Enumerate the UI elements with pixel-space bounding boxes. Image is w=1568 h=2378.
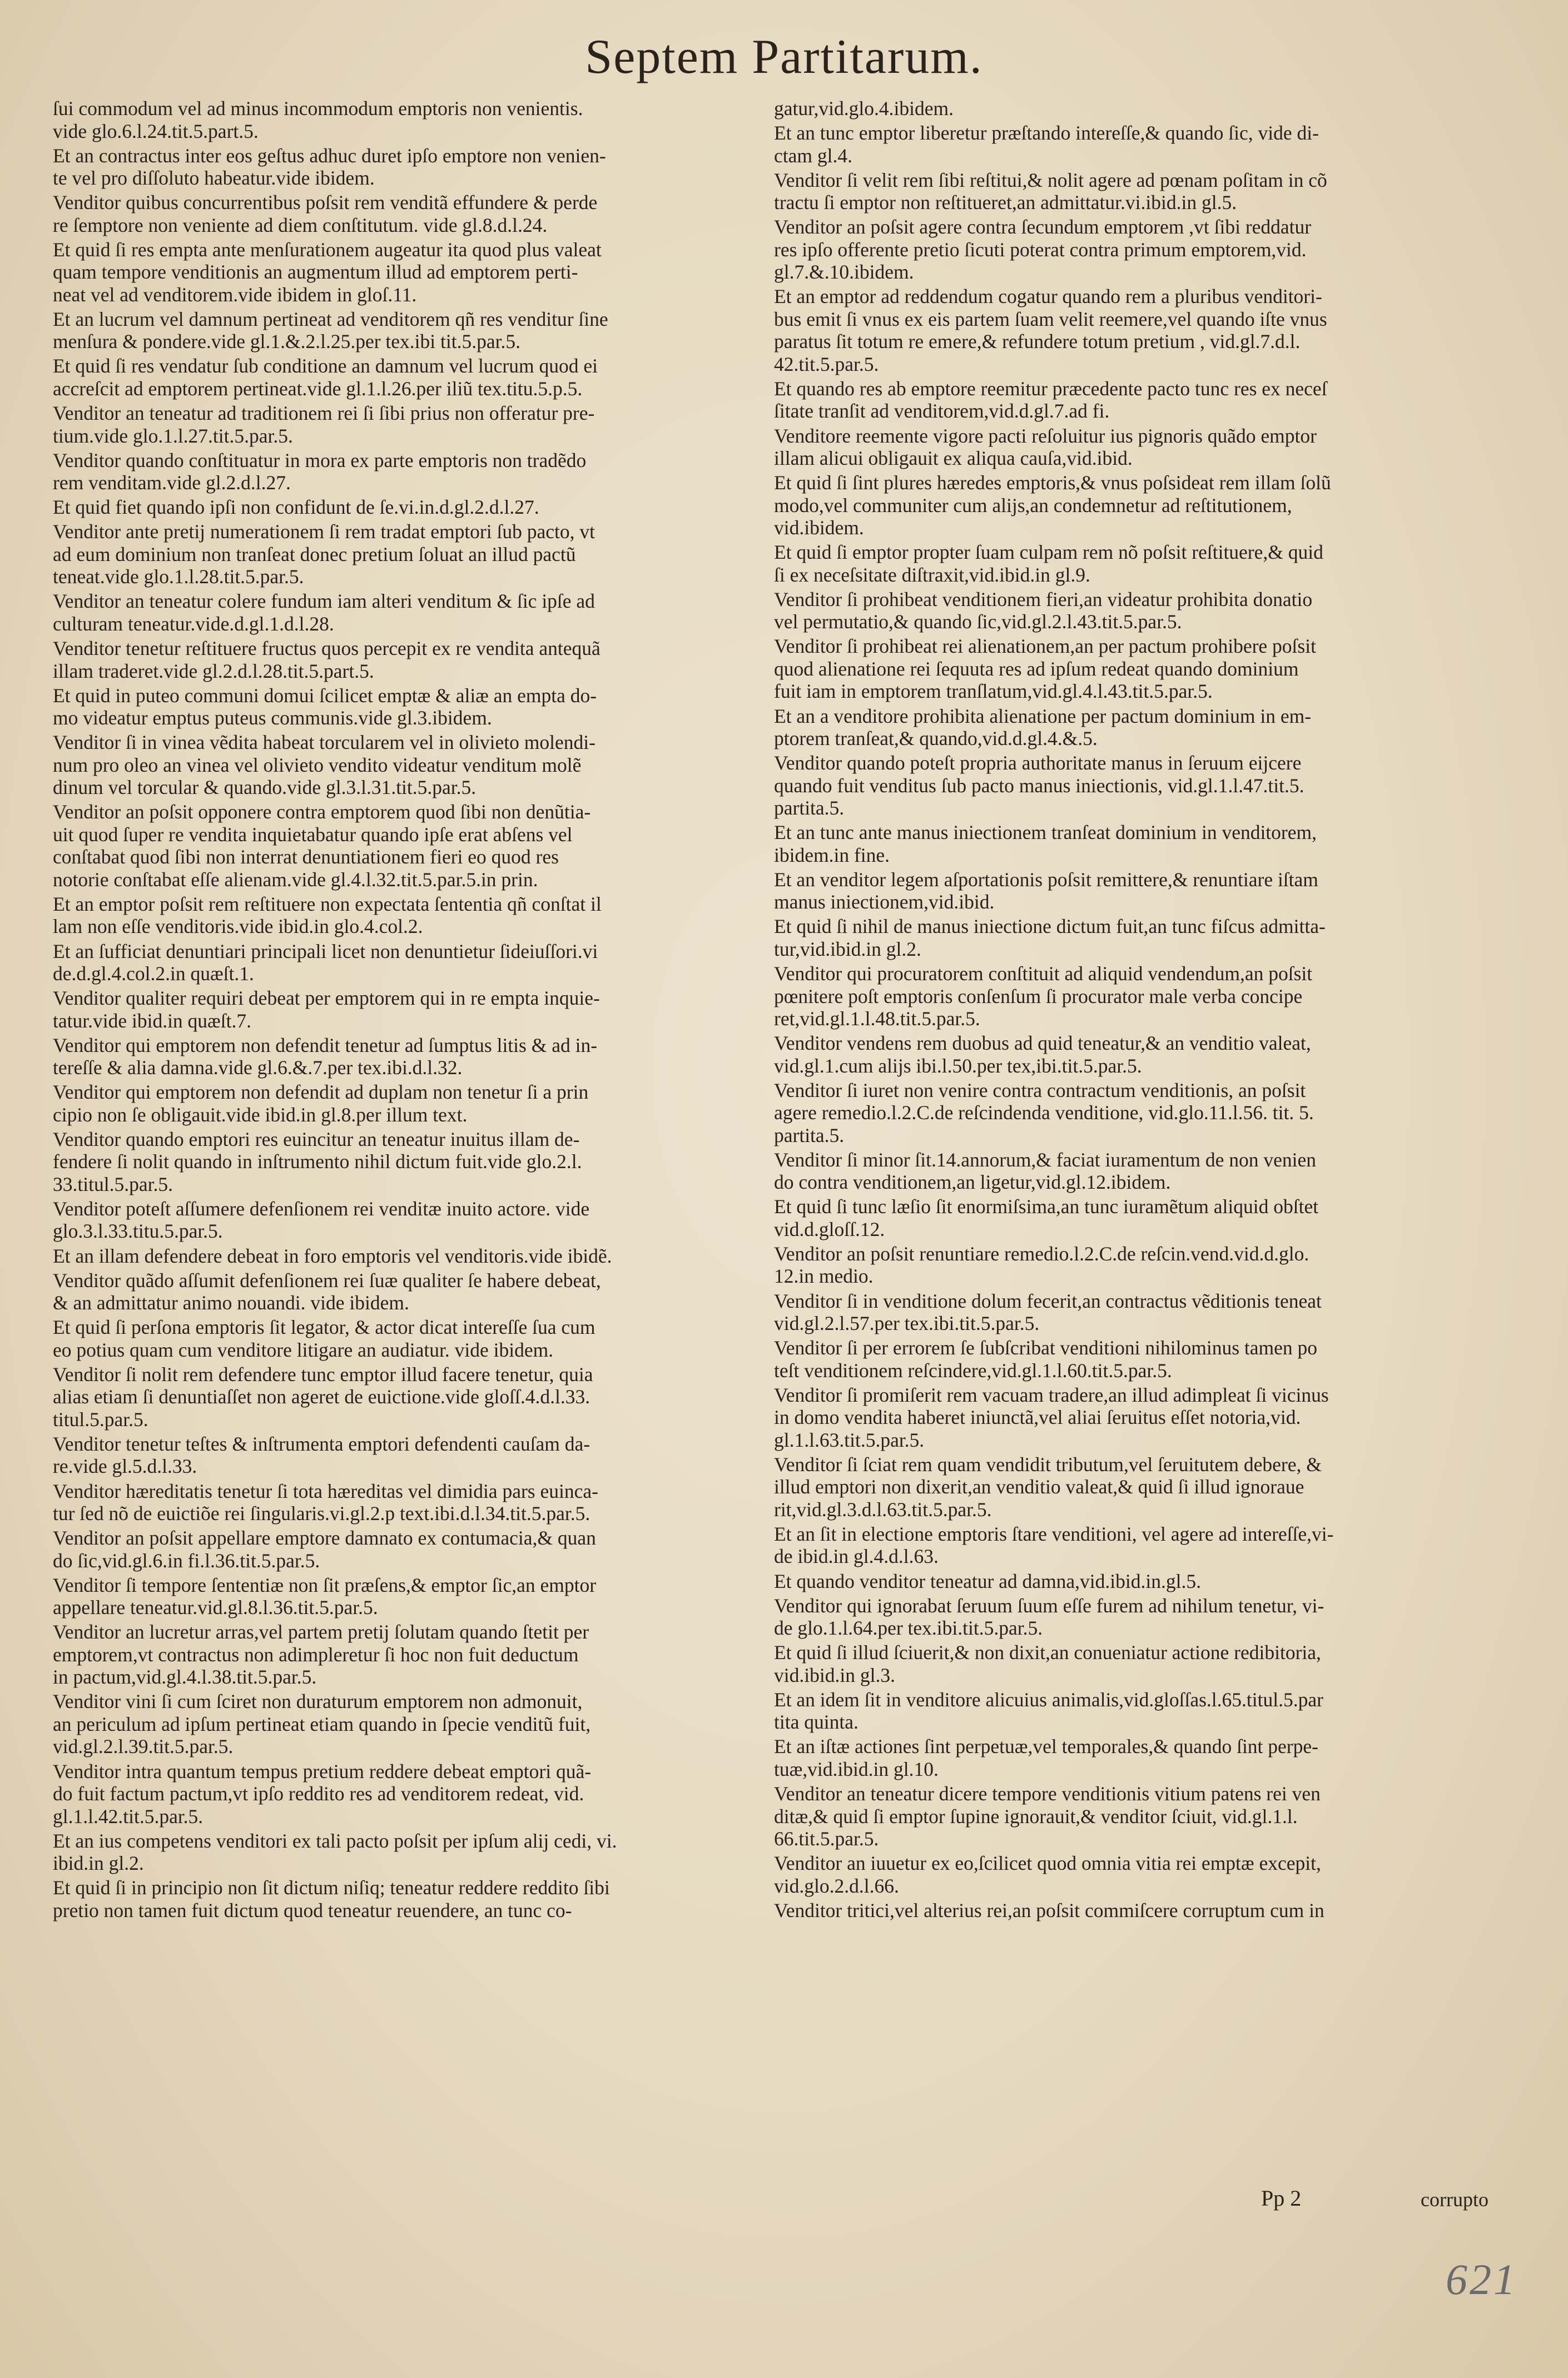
index-entry [774, 1570, 1463, 1593]
index-entry [774, 915, 1463, 960]
entry-line: Venditor ſi tempore ſententiæ non ſit præſens,& emptor ſic,an emptor [53, 1573, 597, 1596]
entry-line: do contra venditionem,an ligetur,vid.gl.12.ibidem. [774, 1171, 1171, 1194]
entry-line: de ibid.in gl.4.d.l.63. [774, 1545, 939, 1568]
entry-line: vid.ibid.in gl.3. [774, 1664, 895, 1686]
index-entry [53, 1034, 742, 1079]
entry-line: res ipſo offerente pretio ſicuti poterat contra primum emptorem,vid. [774, 238, 1307, 261]
entry-line: num pro oleo an vinea vel olivieto vendito videatur venditum molẽ [53, 753, 582, 776]
entry-line: tium.vide glo.1.l.27.tit.5.par.5. [53, 424, 293, 447]
right-column [774, 97, 1463, 1924]
entry-line: Venditor qui ignorabat ſeruum ſuum eſſe furem ad nihilum tenetur, vi- [774, 1594, 1324, 1617]
entry-line: Et an lucrum vel damnum pertineat ad venditorem qñ res venditur ſine [53, 307, 608, 330]
entry-line: Venditor ſi in vinea vẽdita habeat torcularem vel in olivieto molendi- [53, 731, 596, 754]
entry-line: Venditor vini ſi cum ſciret non duraturum emptorem non admonuit, [53, 1690, 583, 1713]
entry-line: Venditor an iuuetur ex eo,ſcilicet quod omnia vitia rei emptæ excepit, [774, 1852, 1321, 1875]
entry-line: Et quid ſi tunc læſio ſit enormiſsima,an tunc iuramẽtum aliquid obſtet [774, 1195, 1319, 1218]
entry-line: agere remedio.l.2.C.de reſcindenda venditione, vid.glo.11.l.56. tit. 5. [774, 1101, 1314, 1124]
entry-line: vid.glo.2.d.l.66. [774, 1874, 899, 1897]
entry-line: Venditore reemente vigore pacti reſoluitur ius pignoris quãdo emptor [774, 424, 1317, 447]
index-entry [774, 868, 1463, 914]
index-entry [774, 285, 1463, 375]
entry-line: cipio non ſe obligauit.vide ibid.in gl.8.per illum text. [53, 1103, 468, 1126]
index-entry [53, 940, 742, 985]
entry-line: Venditor ſi iuret non venire contra contractum venditionis, an poſsit [774, 1079, 1306, 1101]
running-head: Septem Partitarum. [585, 30, 983, 84]
index-entry [774, 1852, 1463, 1897]
index-entry [53, 520, 742, 588]
index-entry [774, 705, 1463, 750]
entry-line: in pactum,vid.gl.4.l.38.tit.5.par.5. [53, 1666, 317, 1689]
index-entry [774, 1523, 1463, 1568]
entry-line: ad eum dominium non tranſeat donec pretium ſoluat an illud pactũ [53, 543, 576, 565]
entry-line: Venditor intra quantum tempus pretium reddere debeat emptori quã- [53, 1760, 592, 1783]
entry-line: rem venditam.vide gl.2.d.l.27. [53, 471, 291, 494]
index-entry [774, 97, 1463, 120]
index-entry [774, 378, 1463, 423]
entry-line: 42.tit.5.par.5. [774, 353, 879, 375]
entry-line: Et an ſufficiat denuntiari principali licet non denuntietur ſideiuſſori.vi [53, 940, 598, 962]
entry-line: ret,vid.gl.1.l.48.tit.5.par.5. [774, 1007, 980, 1030]
index-entry [774, 1595, 1463, 1640]
entry-line: 33.titul.5.par.5. [53, 1173, 173, 1195]
entry-line: Et an illam defendere debeat in foro emptoris vel venditoris.vide ibidẽ. [53, 1244, 612, 1267]
index-entry [774, 1079, 1463, 1147]
entry-line: do ſic,vid.gl.6.in fi.l.36.tit.5.par.5. [53, 1549, 320, 1572]
entry-line: partita.5. [774, 1124, 845, 1146]
index-entry [774, 1290, 1463, 1335]
index-entry [53, 402, 742, 447]
entry-line: Et an emptor ad reddendum cogatur quando rem a pluribus venditori- [774, 285, 1322, 308]
entry-line: Venditor qui emptorem non defendit tenetur ad ſumptus litis & ad in- [53, 1034, 598, 1056]
index-entry [53, 191, 742, 236]
index-entry [53, 355, 742, 400]
index-entry [53, 308, 742, 353]
entry-line: pœnitere poſt emptoris conſenſum ſi procurator male verba concipe [774, 985, 1303, 1007]
index-entry [53, 239, 742, 306]
entry-line: Venditor an poſsit appellare emptore damnato ex contumacia,& quan [53, 1527, 596, 1550]
entry-line: Et an ſit in electione emptoris ſtare venditioni, vel agere ad intereſſe,vi- [774, 1522, 1334, 1545]
entry-line: Et quid ſi ſint plures hæredes emptoris,& vnus poſsideat rem illam ſolũ [774, 471, 1331, 494]
entry-line: Et an ius competens venditori ex tali pacto poſsit per ipſum alij cedi, vi. [53, 1829, 617, 1852]
index-entry [53, 1316, 742, 1361]
index-entry [774, 821, 1463, 866]
index-entry [53, 1245, 742, 1268]
entry-line: Venditor vendens rem duobus ad quid teneatur,& an venditio valeat, [774, 1032, 1311, 1055]
index-entry [774, 1689, 1463, 1734]
index-entry [774, 425, 1463, 470]
index-entry [53, 731, 742, 799]
index-entry [53, 893, 742, 938]
index-entry [53, 684, 742, 729]
index-entry [53, 590, 742, 635]
entry-line: Venditor an poſsit opponere contra emptorem quod ſibi non denũtia- [53, 801, 591, 823]
index-entry [53, 496, 742, 519]
index-entry [53, 145, 742, 190]
entry-line: tita quinta. [774, 1711, 859, 1734]
entry-line: do fuit factum pactum,vt ipſo reddito res ad venditorem redeat, vid. [53, 1783, 584, 1805]
entry-line: ptorem tranſeat,& quando,vid.d.gl.4.&.5. [774, 727, 1098, 750]
entry-line: tur,vid.ibid.in gl.2. [774, 937, 921, 960]
entry-line: de.d.gl.4.col.2.in quæſt.1. [53, 962, 254, 985]
index-entry [774, 1032, 1463, 1077]
index-entry [774, 588, 1463, 633]
index-entry [53, 801, 742, 891]
entry-line: bus emit ſi vnus ex eis partem ſuam velit reemere,vel quando iſte vnus [774, 307, 1327, 330]
entry-line: Venditor poteſt aſſumere defenſionem rei venditæ inuito actore. vide [53, 1197, 590, 1220]
entry-line: accreſcit ad emptorem pertineat.vide gl.1.l.26.per iliũ tex.titu.5.p.5. [53, 377, 583, 400]
entry-line: mo videatur emptus puteus communis.vide gl.3.ibidem. [53, 707, 492, 729]
entry-line: Venditor hæreditatis tenetur ſi tota hæreditas vel dimidia pars euinca- [53, 1480, 598, 1502]
entry-line: quam tempore venditionis an augmentum illud ad emptorem perti- [53, 261, 578, 284]
entry-line: de glo.1.l.64.per tex.ibi.tit.5.par.5. [774, 1617, 1043, 1640]
index-entry [774, 1735, 1463, 1780]
entry-line: uit quod ſuper re vendita inquietabatur quando ipſe erat abſens vel [53, 823, 573, 846]
entry-line: Et an tunc emptor liberetur præſtando intereſſe,& quando ſic, vide di- [774, 122, 1319, 145]
entry-line: Venditor ſi in venditione dolum fecerit,an contractus vẽditionis teneat [774, 1289, 1322, 1312]
entry-line: Venditor ſi velit rem ſibi reſtitui,& nolit agere ad pœnam poſitam in cõ [774, 168, 1327, 191]
index-entry [774, 541, 1463, 586]
index-entry [53, 1574, 742, 1619]
index-entry [774, 1243, 1463, 1288]
entry-line: Et quid ſi perſona emptoris ſit legator, & actor dicat intereſſe ſua cum [53, 1316, 596, 1339]
index-entry [53, 987, 742, 1032]
entry-line: titul.5.par.5. [53, 1408, 148, 1431]
entry-line: Venditor tenetur reſtituere fructus quos percepit ex re vendita antequã [53, 637, 601, 660]
index-entry [774, 122, 1463, 167]
entry-line: Venditor quando conſtituatur in mora ex parte emptoris non tradẽdo [53, 449, 587, 471]
entry-line: glo.3.l.33.titu.5.par.5. [53, 1220, 223, 1243]
entry-line: Venditor an lucretur arras,vel partem pretij ſolutam quando ſtetit per [53, 1621, 589, 1644]
entry-line: gl.7.&.10.ibidem. [774, 261, 914, 284]
entry-line: vid.gl.2.l.57.per tex.ibi.tit.5.par.5. [774, 1312, 1040, 1335]
entry-line: vel permutatio,& quando ſic,vid.gl.2.l.43.tit.5.par.5. [774, 610, 1182, 633]
entry-line: gatur,vid.glo.4.ibidem. [774, 97, 954, 120]
index-entry [774, 635, 1463, 703]
signature-mark: Pp 2 [1261, 2186, 1302, 2211]
entry-line: Et quid ſi res vendatur ſub conditione an damnum vel lucrum quod ei [53, 355, 598, 378]
index-entry [53, 637, 742, 682]
entry-line: tur ſed nõ de euictiõe rei ſingularis.vi.gl.2.p text.ibi.d.l.34.tit.5.par.5. [53, 1502, 591, 1525]
index-entry [53, 1876, 742, 1922]
index-entry [774, 1337, 1463, 1382]
entry-line: Et quid ſi illud ſciuerit,& non dixit,an conueniatur actione redibitoria, [774, 1641, 1321, 1664]
entry-line: Venditor qui procuratorem conſtituit ad aliquid vendendum,an poſsit [774, 962, 1313, 985]
index-entry [53, 97, 742, 142]
entry-line: neat vel ad venditorem.vide ibidem in gloſ.11. [53, 283, 417, 306]
entry-line: alias etiam ſi denuntiaſſet non ageret de euictione.vide gloſſ.4.d.l.33. [53, 1386, 591, 1408]
index-entry [774, 1783, 1463, 1850]
entry-line: Et quid in puteo communi domui ſcilicet emptæ & aliæ an empta do- [53, 684, 597, 707]
catchword: corrupto [1421, 2188, 1488, 2211]
index-entry [774, 1641, 1463, 1686]
entry-line: Venditor tritici,vel alterius rei,an poſsit commiſcere corruptum cum in [774, 1899, 1324, 1922]
entry-line: Venditor an teneatur ad traditionem rei ſi ſibi prius non offeratur pre- [53, 402, 595, 425]
entry-line: teſt venditionem reſcindere,vid.gl.1.l.60.tit.5.par.5. [774, 1359, 1172, 1382]
entry-line: illam alicui obligauit ex aliqua cauſa,vid.ibid. [774, 447, 1133, 470]
index-entry [774, 216, 1463, 284]
left-column [53, 97, 742, 1924]
index-entry [53, 1269, 742, 1314]
index-entry [53, 1433, 742, 1478]
index-entry [774, 471, 1463, 539]
entry-line: in domo vendita haberet iniunctã,vel aliai ſeruitus eſſet notoria,vid. [774, 1406, 1301, 1429]
entry-line: culturam teneatur.vide.d.gl.1.d.l.28. [53, 612, 334, 635]
index-entry [53, 1480, 742, 1525]
entry-line: ſui commodum vel ad minus incommodum emptoris non venientis. [53, 97, 583, 120]
index-entry [53, 1621, 742, 1689]
entry-line: an periculum ad ipſum pertineat etiam quando in ſpecie venditũ fuit, [53, 1712, 591, 1735]
entry-line: Et quid ſi emptor propter ſuam culpam rem nõ poſsit reſtituere,& quid [774, 541, 1323, 564]
entry-line: Venditor quando emptori res euincitur an teneatur inuitus illam de- [53, 1128, 580, 1150]
entry-line: quod alienatione rei ſequuta res ad ipſum redeat quando dominium [774, 657, 1299, 680]
entry-line: lam non eſſe venditoris.vide ibid.in glo.4.col.2. [53, 915, 423, 938]
entry-line: Et quando venditor teneatur ad damna,vid.ibid.in.gl.5. [774, 1570, 1201, 1592]
entry-line: illam traderet.vide gl.2.d.l.28.tit.5.part.5. [53, 659, 374, 682]
entry-line: re.vide gl.5.d.l.33. [53, 1455, 197, 1478]
index-entry [53, 1128, 742, 1196]
index-entry [53, 1198, 742, 1243]
entry-line: Venditor quãdo aſſumit defenſionem rei ſuæ qualiter ſe habere debeat, [53, 1269, 601, 1292]
entry-line: Et an iſtæ actiones ſint perpetuæ,vel temporales,& quando ſint perpe- [774, 1735, 1318, 1758]
entry-line: Venditor ſi prohibeat venditionem fieri,an videatur prohibita donatio [774, 588, 1313, 610]
entry-line: ibid.in gl.2. [53, 1852, 144, 1875]
entry-line: Venditor quibus concurrentibus poſsit rem venditã effundere & perde [53, 191, 598, 214]
entry-line: Et quid ſi in principio non ſit dictum niſiq; teneatur reddere reddito ſibi [53, 1876, 610, 1899]
entry-line: modo,vel communiter cum alijs,an condemnetur ad reſtitutionem, [774, 494, 1292, 517]
entry-line: dinum vel torcular & quando.vide gl.3.l.31.tit.5.par.5. [53, 776, 477, 799]
entry-line: Venditor an teneatur colere fundum iam alteri venditum & ſic ipſe ad [53, 590, 595, 613]
entry-line: emptorem,vt contractus non adimpleretur ſi hoc non fuit deductum [53, 1643, 579, 1666]
entry-line: appellare teneatur.vid.gl.8.l.36.tit.5.par.5. [53, 1596, 378, 1619]
index-entry [53, 1690, 742, 1758]
index-entry [53, 1760, 742, 1828]
entry-line: 66.tit.5.par.5. [774, 1828, 879, 1850]
entry-line: fuit iam in emptorem tranſlatum,vid.gl.4.l.43.tit.5.par.5. [774, 680, 1213, 703]
index-entry [53, 1363, 742, 1431]
entry-line: partita.5. [774, 797, 845, 820]
entry-line: Venditor qualiter requiri debeat per emptorem qui in re empta inquie- [53, 987, 600, 1010]
index-entry [53, 1081, 742, 1126]
index-entry [774, 752, 1463, 820]
entry-line: ſi ex neceſsitate diſtraxit,vid.ibid.in gl.9. [774, 563, 1090, 586]
entry-line: ditæ,& quid ſi emptor ſupine ignorauit,& venditor ſciuit, vid.gl.1.l. [774, 1805, 1298, 1828]
entry-line: Venditor ſi promiſerit rem vacuam tradere,an illud adimpleat ſi vicinus [774, 1383, 1329, 1406]
entry-line: Venditor an teneatur dicere tempore venditionis vitium patens rei ven [774, 1783, 1321, 1805]
entry-line: Venditor an poſsit agere contra ſecundum emptorem ,vt ſibi reddatur [774, 216, 1312, 239]
entry-line: manus iniectionem,vid.ibid. [774, 891, 995, 914]
entry-line: quando fuit venditus ſub pacto manus iniectionis, vid.gl.1.l.47.tit.5. [774, 774, 1304, 797]
entry-line: Et quando res ab emptore reemitur præcedente pacto tunc res ex neceſ [774, 377, 1327, 400]
index-entry [774, 962, 1463, 1030]
entry-line: notorie conſtabat eſſe alienam.vide gl.4.l.32.tit.5.par.5.in prin. [53, 868, 538, 891]
index-entry [53, 1830, 742, 1875]
entry-line: Et an tunc ante manus iniectionem tranſeat dominium in venditorem, [774, 821, 1317, 844]
index-entry [774, 1899, 1463, 1922]
entry-line: Venditor ſi per errorem ſe ſubſcribat venditioni nihilominus tamen po [774, 1337, 1318, 1359]
index-entry [53, 449, 742, 494]
entry-line: re ſemptore non veniente ad diem conſtitutum. vide gl.8.d.l.24. [53, 214, 548, 236]
entry-line: Venditor ſi nolit rem defendere tunc emptor illud facere tenetur, quia [53, 1363, 593, 1386]
entry-line: conſtabat quod ſibi non interrat denuntiationem fieri eo quod res [53, 846, 559, 868]
entry-line: ctam gl.4. [774, 144, 852, 167]
entry-line: Et an venditor legem aſportationis poſsit remittere,& renuntiare iſtam [774, 868, 1318, 891]
index-entry [774, 1384, 1463, 1452]
entry-line: gl.1.l.63.tit.5.par.5. [774, 1428, 925, 1451]
entry-line: ſitate tranſit ad venditorem,vid.d.gl.7.ad fi. [774, 400, 1110, 423]
entry-line: Venditor ſi prohibeat rei alienationem,an per pactum prohibere poſsit [774, 635, 1316, 658]
entry-line: Et an emptor poſsit rem reſtituere non expectata ſententia qñ conſtat il [53, 892, 602, 915]
index-entry [53, 1527, 742, 1572]
index-entry [774, 1453, 1463, 1521]
entry-line: pretio non tamen fuit dictum quod teneatur reuendere, an tunc co- [53, 1899, 572, 1922]
entry-line: te vel pro diſſoluto habeatur.vide ibidem. [53, 167, 375, 190]
entry-line: Venditor ante pretij numerationem ſi rem tradat emptori ſub pacto, vt [53, 520, 595, 543]
entry-line: Venditor an poſsit renuntiare remedio.l.2.C.de reſcin.vend.vid.d.glo. [774, 1242, 1309, 1265]
entry-line: Venditor qui emptorem non defendit ad duplam non tenetur ſi a prin [53, 1081, 589, 1104]
entry-line: Et an contractus inter eos geſtus adhuc duret ipſo emptore non venien- [53, 144, 606, 167]
entry-line: & an admittatur animo nouandi. vide ibidem. [53, 1292, 409, 1314]
handwritten-folio-number: 621 [1446, 2255, 1517, 2303]
entry-line: tatur.vide ibid.in quæſt.7. [53, 1009, 251, 1032]
entry-line: menſura & pondere.vide gl.1.&.2.l.25.per tex.ibi tit.5.par.5. [53, 330, 520, 353]
entry-line: Et quid ſi res empta ante menſurationem augeatur ita quod plus valeat [53, 238, 602, 261]
index-entry [774, 1195, 1463, 1240]
entry-line: Et quid fiet quando ipſi non confidunt de ſe.vi.in.d.gl.2.d.l.27. [53, 496, 539, 519]
entry-line: vide glo.6.l.24.tit.5.part.5. [53, 120, 259, 142]
entry-line: Et quid ſi nihil de manus iniectione dictum fuit,an tunc fiſcus admitta- [774, 915, 1326, 938]
entry-line: tractu ſi emptor non reſtitueret,an admittatur.vi.ibid.in gl.5. [774, 191, 1237, 214]
entry-line: tuæ,vid.ibid.in gl.10. [774, 1758, 939, 1780]
entry-line: fendere ſi nolit quando in inſtrumento nihil dictum fuit.vide glo.2.l. [53, 1150, 582, 1173]
entry-line: Venditor quando poteſt propria authoritate manus in ſeruum eijcere [774, 752, 1302, 775]
entry-line: 12.in medio. [774, 1265, 874, 1288]
index-entry [774, 1149, 1463, 1194]
entry-line: teneat.vide glo.1.l.28.tit.5.par.5. [53, 565, 304, 588]
entry-line: vid.gl.1.cum alijs ibi.l.50.per tex,ibi.tit.5.par.5. [774, 1054, 1142, 1077]
entry-line: Venditor ſi ſciat rem quam vendidit tributum,vel ſeruitutem debere, & [774, 1453, 1322, 1476]
entry-line: vid.ibidem. [774, 517, 864, 539]
entry-line: tereſſe & alia damna.vide gl.6.&.7.per tex.ibi.d.l.32. [53, 1056, 463, 1079]
entry-line: paratus ſit totum re emere,& refundere totum pretium , vid.gl.7.d.l. [774, 330, 1301, 353]
entry-line: ibidem.in fine. [774, 843, 890, 866]
entry-line: eo potius quam cum venditore litigare an audiatur. vide ibidem. [53, 1338, 554, 1361]
index-entry [774, 169, 1463, 214]
entry-line: Et an a venditore prohibita alienatione per pactum dominium in em- [774, 704, 1312, 727]
entry-line: Venditor tenetur teſtes & inſtrumenta emptori defendenti cauſam da- [53, 1432, 591, 1455]
entry-line: Venditor ſi minor ſit.14.annorum,& faciat iuramentum de non venien [774, 1148, 1317, 1171]
entry-line: Et an idem ſit in venditore alicuius animalis,vid.gloſſas.l.65.titul.5.par [774, 1688, 1323, 1711]
entry-line: vid.d.gloſſ.12. [774, 1218, 885, 1240]
entry-line: gl.1.l.42.tit.5.par.5. [53, 1805, 204, 1828]
entry-line: illud emptori non dixerit,an venditio valeat,& quid ſi illud ignoraue [774, 1476, 1304, 1498]
entry-line: vid.gl.2.l.39.tit.5.par.5. [53, 1735, 234, 1758]
entry-line: rit,vid.gl.3.d.l.63.tit.5.par.5. [774, 1498, 992, 1521]
